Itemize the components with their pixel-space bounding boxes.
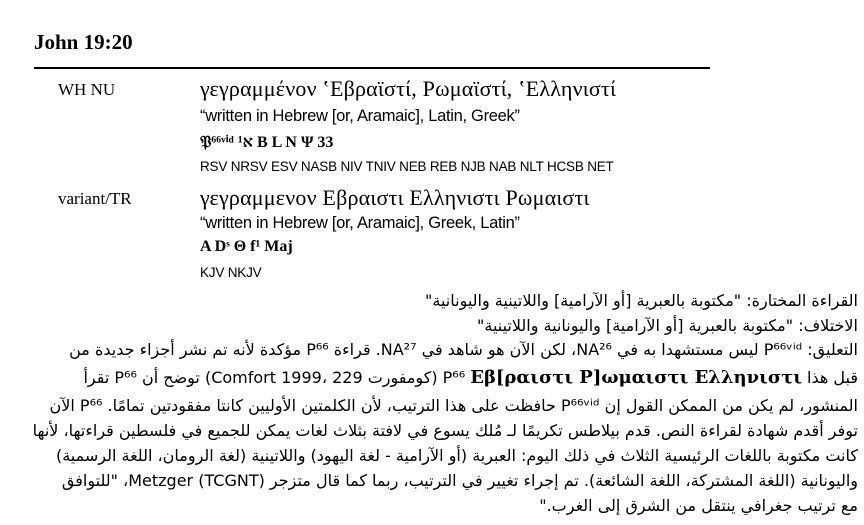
versions-variant-tr: KJV NKJV bbox=[200, 265, 262, 280]
versions-wh-nu: RSV NRSV ESV NASB NIV TNIV NEB REB NJB NAB NLT HCSB NET bbox=[200, 159, 614, 174]
greek-text-variant-tr: γεγραμμενον Εβραιστι Ελληνιστι Ρωμαιστι bbox=[200, 185, 590, 210]
arabic-variant-reading: الاختلاف: "مكتوبة بالعبرية [أو الآرامية] واليونانية واللاتينية" bbox=[477, 316, 858, 335]
reading-label-variant-tr: variant/TR bbox=[58, 189, 132, 208]
reading-label-wh-nu: WH NU bbox=[58, 80, 116, 99]
arabic-comment-line-3: المنشور، لم يكن من الممكن القول إن P⁶⁶ᵛⁱᵈ حافظت على هذا الترتيب، لأن الكلمتين الأوليين كانتا مفقودتين تمامًا. P⁶⁶ الآن bbox=[49, 396, 858, 415]
arabic-comment-line-1: التعليق: P⁶⁶ᵛⁱᵈ ليس مستشهدا به في NA²⁶، لكن الآن هو شاهد في NA²⁷. قراءة P⁶⁶ مؤكدة لأنه تم نشر أجزاء جديدة من bbox=[69, 340, 858, 359]
witnesses-wh-nu: 𝔓⁶⁶ᵛⁱᵈ א¹ B L N Ψ 33 bbox=[200, 134, 334, 151]
translation-wh-nu: “written in Hebrew [or, Aramaic], Latin, Greek” bbox=[200, 107, 520, 125]
arabic-comment-line-2-end: قبل هذا bbox=[807, 368, 858, 387]
arabic-comment-line-2-start: P⁶⁶ (كومفورت Comfort 1999، 229) توضح أن P⁶⁶ تقرأ bbox=[83, 368, 466, 387]
witnesses-variant-tr: A Dˢ Θ f¹ Maj bbox=[200, 238, 293, 255]
arabic-comment-line-6: واليونانية (اللغة المشتركة، اللغة الشائعة). تم إجراء تغيير في الترتيب، ربما كما قال متزجر Metzger (TCGNT)، "للتوافق bbox=[61, 471, 858, 490]
heading-rule bbox=[34, 67, 710, 69]
arabic-comment-line-7: مع ترتيب جغرافي ينتقل من الشرق إلى الغرب." bbox=[539, 496, 858, 515]
arabic-comment-line-5: كانت مكتوبة باللغات الرئيسية الثلاث في ذلك اليوم: العبرية (أو الآرامية - لغة اليهود) واللاتينية (لغة الرومان، اللغة الرسمية) bbox=[55, 446, 858, 465]
greek-inline-p66: Εβ[ραιστι Ρ]ωμαιστι Ελληνιστι bbox=[470, 367, 802, 388]
page-title: John 19:20 bbox=[34, 30, 133, 54]
arabic-comment-line-2 bbox=[83, 367, 858, 388]
arabic-selected-reading: القراءة المختارة: "مكتوبة بالعبرية [أو الآرامية] واللاتينية واليونانية" bbox=[425, 291, 858, 310]
translation-variant-tr: “written in Hebrew [or, Aramaic], Greek, Latin” bbox=[200, 214, 520, 232]
arabic-comment-line-4: توفر أقدم شهادة لقراءة النص. قدم بيلاطس تكريمًا لـ مُلك يسوع في لافتة بثلاث لغات يمكن للجميع في فلسطين قراءتها، لأنها bbox=[32, 421, 858, 440]
greek-text-wh-nu: γεγραμμένον ʽΕβραϊστί, Ρωμαϊστί, ʽΕλληνιστί bbox=[200, 76, 617, 101]
